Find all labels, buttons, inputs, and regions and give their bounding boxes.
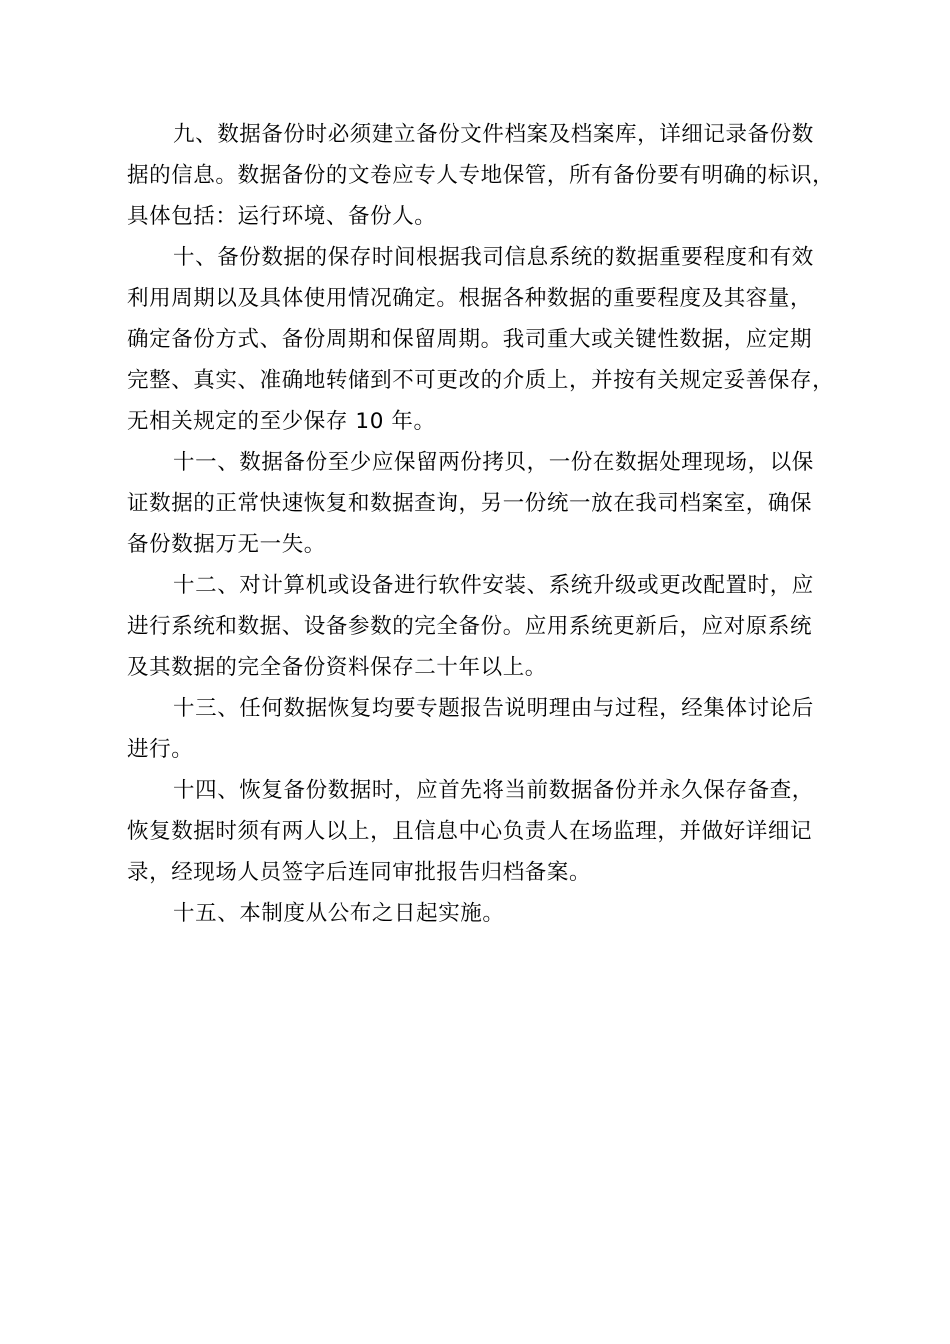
paragraph-13 xyxy=(127,688,823,770)
paragraph-line: 十二、对计算机或设备进行软件安装、系统升级或更改配置时，应 xyxy=(173,573,814,598)
document-body xyxy=(127,114,835,934)
paragraph-line: 据的信息。数据备份的文卷应专人专地保管，所有备份要有明确的标识， xyxy=(127,163,835,188)
paragraph-line: 十五、本制度从公布之日起实施。 xyxy=(173,901,505,926)
paragraph-line: 进行系统和数据、设备参数的完全备份。应用系统更新后，应对原系统 xyxy=(127,614,813,639)
paragraph-line: 确定备份方式、备份周期和保留周期。我司重大或关键性数据，应定期 xyxy=(127,327,813,352)
paragraph-line: 录，经现场人员签字后连同审批报告归档备案。 xyxy=(127,860,592,885)
paragraph-12 xyxy=(127,565,823,688)
paragraph-line: 十一、数据备份至少应保留两份拷贝，一份在数据处理现场，以保 xyxy=(173,450,814,475)
paragraph-line: 进行。 xyxy=(127,737,194,762)
paragraph-line: 具体包括：运行环境、备份人。 xyxy=(127,204,437,229)
paragraph-line: 利用周期以及具体使用情况确定。根据各种数据的重要程度及其容量， xyxy=(127,286,813,311)
paragraph-line: 证数据的正常快速恢复和数据查询，另一份统一放在我司档案室，确保 xyxy=(127,491,813,516)
paragraph-line: 恢复数据时须有两人以上，且信息中心负责人在场监理，并做好详细记 xyxy=(127,819,813,844)
paragraph-14 xyxy=(127,770,823,893)
paragraph-10 xyxy=(127,237,835,442)
paragraph-line: 完整、真实、准确地转储到不可更改的介质上，并按有关规定妥善保存， xyxy=(127,368,835,393)
paragraph-11 xyxy=(127,442,823,565)
paragraph-line: 及其数据的完全备份资料保存二十年以上。 xyxy=(127,655,547,680)
paragraph-line: 备份数据万无一失。 xyxy=(127,532,326,557)
paragraph-line: 无相关规定的至少保存 10 年。 xyxy=(127,409,436,434)
paragraph-15 xyxy=(127,893,823,934)
paragraph-line: 九、数据备份时必须建立备份文件档案及档案库，详细记录备份数 xyxy=(173,122,814,147)
paragraph-line: 十四、恢复备份数据时，应首先将当前数据备份并永久保存备查， xyxy=(173,778,814,803)
paragraph-line: 十、备份数据的保存时间根据我司信息系统的数据重要程度和有效 xyxy=(173,245,814,270)
paragraph-line: 十三、任何数据恢复均要专题报告说明理由与过程，经集体讨论后 xyxy=(173,696,814,721)
paragraph-9 xyxy=(127,114,835,237)
